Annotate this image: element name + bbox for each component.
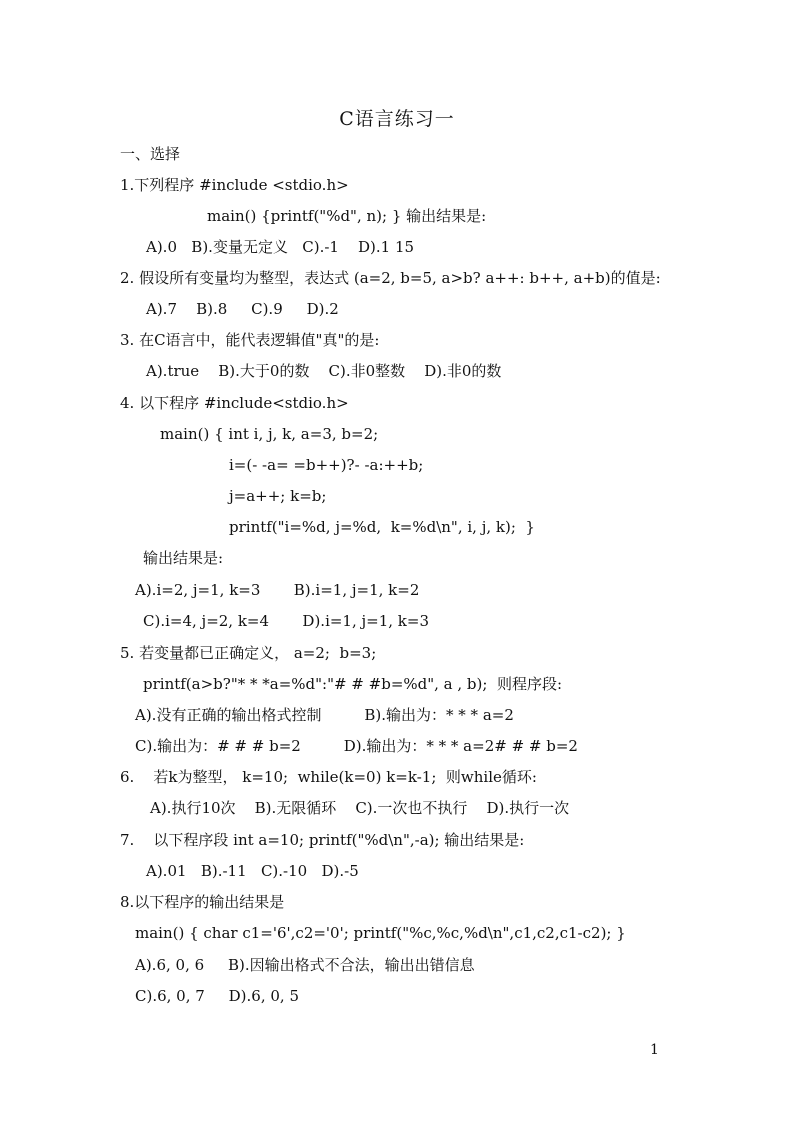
q4-code-line: main() { int i, j, k, a=3, b=2;	[160, 425, 379, 443]
q4-code-line: printf("i=%d, j=%d, k=%d\n", i, j, k); }	[229, 518, 535, 536]
q2-options: A).7 B).8 C).9 D).2	[146, 300, 339, 318]
q1-stem: 1.下列程序 #include <stdio.h>	[120, 176, 349, 194]
q5-code-line: printf(a>b?"* * *a=%d":"# # #b=%d", a , b); 则程序段:	[143, 675, 563, 693]
document-title: C语言练习一	[339, 108, 455, 130]
q4-options: C).i=4, j=2, k=4 D).i=1, j=1, k=3	[143, 612, 430, 630]
q5-stem: 5. 若变量都已正确定义， a=2; b=3;	[120, 644, 377, 662]
q7-stem: 7. 以下程序段 int a=10; printf("%d\n",-a); 输出结果是:	[120, 831, 525, 849]
section-heading: 一、选择	[120, 145, 181, 163]
q6-options: A).执行10次 B).无限循环 C).一次也不执行 D).执行一次	[150, 799, 570, 817]
q5-options: A).没有正确的输出格式控制 B).输出为：* * * a=2	[135, 706, 514, 724]
q4-result-label: 输出结果是:	[143, 549, 224, 567]
q8-options: C).6, 0, 7 D).6, 0, 5	[135, 987, 299, 1005]
q8-options: A).6, 0, 6 B).因输出格式不合法，输出出错信息	[135, 956, 475, 974]
q5-options: C).输出为：# # # b=2 D).输出为：* * * a=2# # # b=2	[135, 737, 578, 755]
q4-code-line: i=(- -a= =b++)?- -a:++b;	[229, 456, 424, 474]
q1-code-line: main() {printf("%d", n); } 输出结果是:	[207, 207, 487, 225]
q4-stem: 4. 以下程序 #include<stdio.h>	[120, 394, 349, 412]
q3-options: A).true B).大于0的数 C).非0整数 D).非0的数	[146, 362, 502, 380]
q3-stem: 3. 在C语言中，能代表逻辑值"真"的是:	[120, 331, 380, 349]
page-number: 1	[650, 1042, 659, 1058]
q8-stem: 8.以下程序的输出结果是	[120, 893, 285, 911]
q1-options: A).0 B).变量无定义 C).-1 D).1 15	[146, 238, 415, 256]
q7-options: A).01 B).-11 C).-10 D).-5	[146, 862, 359, 880]
q8-code-line: main() { char c1='6',c2='0'; printf("%c,%c,%d\n",c1,c2,c1-c2); }	[135, 924, 626, 942]
q2-stem: 2. 假设所有变量均为整型，表达式 (a=2, b=5, a>b? a++: b++, a+b)的值是:	[120, 269, 661, 287]
q4-code-line: j=a++; k=b;	[229, 487, 327, 505]
q6-stem: 6. 若k为整型， k=10; while(k=0) k=k-1; 则while循环:	[120, 768, 537, 786]
q4-options: A).i=2, j=1, k=3 B).i=1, j=1, k=2	[135, 581, 420, 599]
